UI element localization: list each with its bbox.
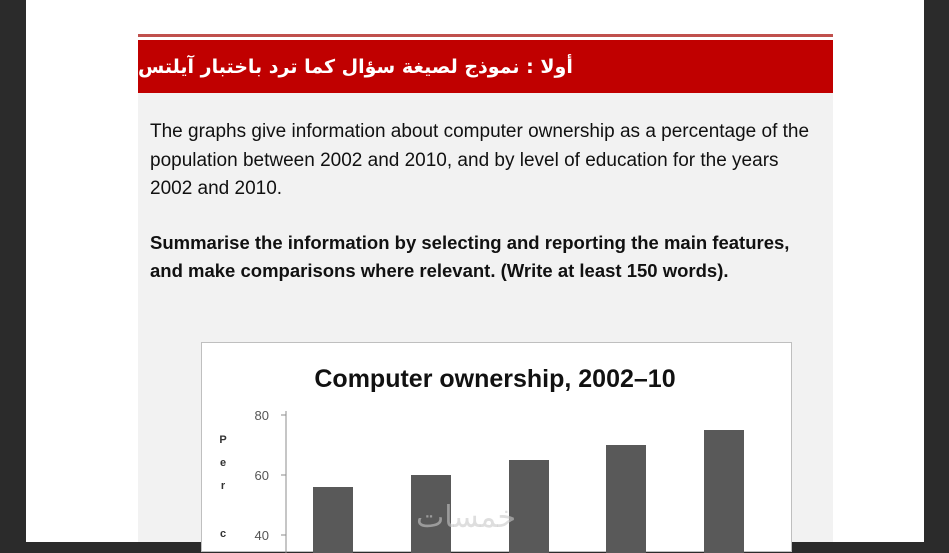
y-axis-label-letter: r: [220, 480, 226, 492]
chart-bar: [704, 430, 744, 553]
y-axis-label-letter: P: [219, 434, 227, 446]
chart-bar: [606, 445, 646, 553]
intro-paragraph: The graphs give information about computer ownership as a percentage of the population between 2002 and 2010, and by level of education for the years 2002 and 2010.: [150, 121, 810, 199]
watermark: خمسات: [416, 500, 517, 535]
chart-bar: [313, 487, 353, 553]
chart-title: Computer ownership, 2002–10: [314, 365, 676, 393]
task-instructions: Summarise the information by selecting and reporting the main features, and make comparisons where relevant. (Write at least 150 words).: [150, 232, 790, 281]
y-axis-label-letter: c: [219, 528, 227, 540]
y-tick-label: 80: [254, 408, 269, 423]
y-axis-label-letter: e: [219, 457, 227, 469]
section-banner: [138, 40, 833, 93]
banner-title: أولا : نموذج لصيغة سؤال كما ترد باختبار آيلتس: [138, 55, 573, 78]
y-tick-label: 60: [254, 468, 269, 483]
y-tick-label: 40: [254, 528, 269, 543]
header-rule: [138, 34, 833, 37]
